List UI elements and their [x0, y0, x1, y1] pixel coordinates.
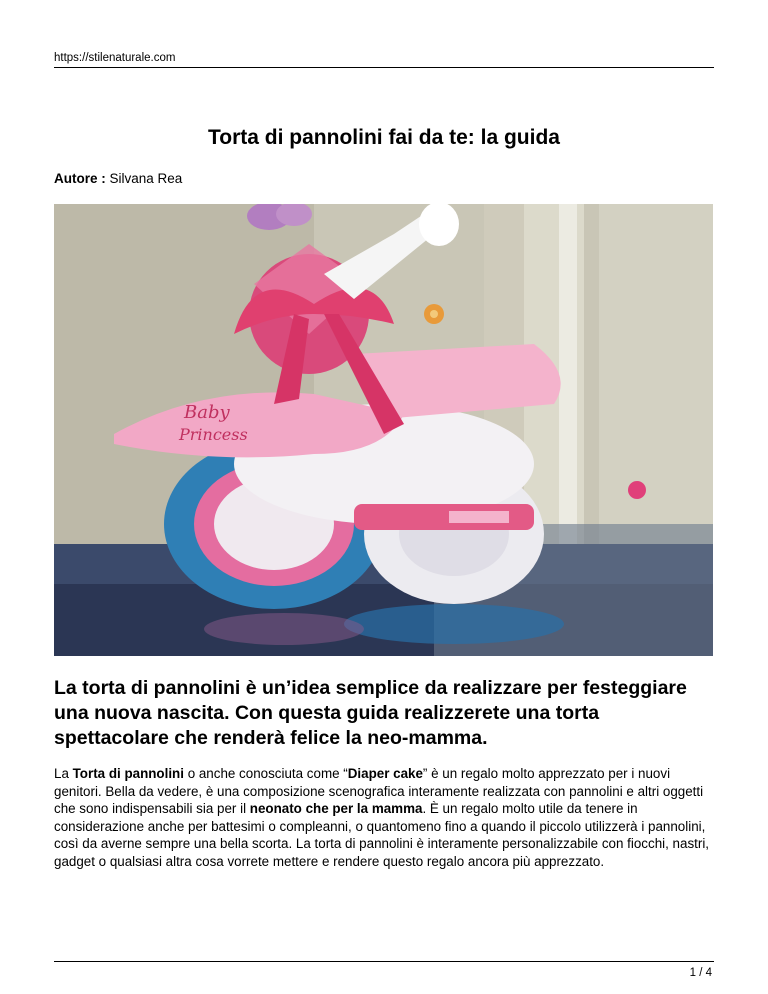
para-text-4: . È un regalo molto utile da tenere in considerazione anche per battesimi o compleanni, o quantomeno fino a quando il piccolo utilizzerà i pannolini, così da averne sempre una bella scorta. La torta di pannolini è interamente personalizzabile con fiocchi, nastri, gadget o qualsiasi altra cosa vorrete mettere e rendere questo regalo ancora più apprezzato.	[54, 801, 710, 869]
para-bold-1: Torta di pannolini	[72, 766, 184, 781]
article-paragraph	[54, 765, 716, 870]
author-line	[54, 171, 182, 186]
article-subtitle: La torta di pannolini è un’idea semplice da realizzare per festeggiare una nuova nascita. Con questa guida realizzerete una torta spettacolare che renderà felice la neo-mamma.	[54, 677, 687, 749]
article-title: Torta di pannolini fai da te: la guida	[208, 126, 560, 149]
para-bold-3: neonato che per la mamma	[249, 801, 423, 816]
author-label: Autore :	[54, 171, 106, 186]
author-name: Silvana Rea	[105, 171, 183, 186]
photo-text-line2: Princess	[179, 425, 248, 444]
article-photo	[54, 204, 713, 656]
para-text-1: La	[54, 766, 73, 781]
para-bold-2: Diaper cake	[347, 766, 423, 781]
footer-divider	[54, 961, 714, 962]
para-text-3: ” è un regalo molto apprezzato per i nuovi genitori. Bella da vedere, è una composizione scenografica interamente realizzata con pannolini e altri oggetti che sono indispensabili sia per il	[54, 766, 704, 816]
photo-text-line1: Baby	[184, 402, 230, 423]
header-url[interactable]: https://stilenaturale.com	[54, 52, 176, 64]
header-divider	[54, 67, 714, 68]
page-number: 1 / 4	[689, 967, 712, 979]
para-text-2: o anche conosciuta come “	[183, 766, 348, 781]
